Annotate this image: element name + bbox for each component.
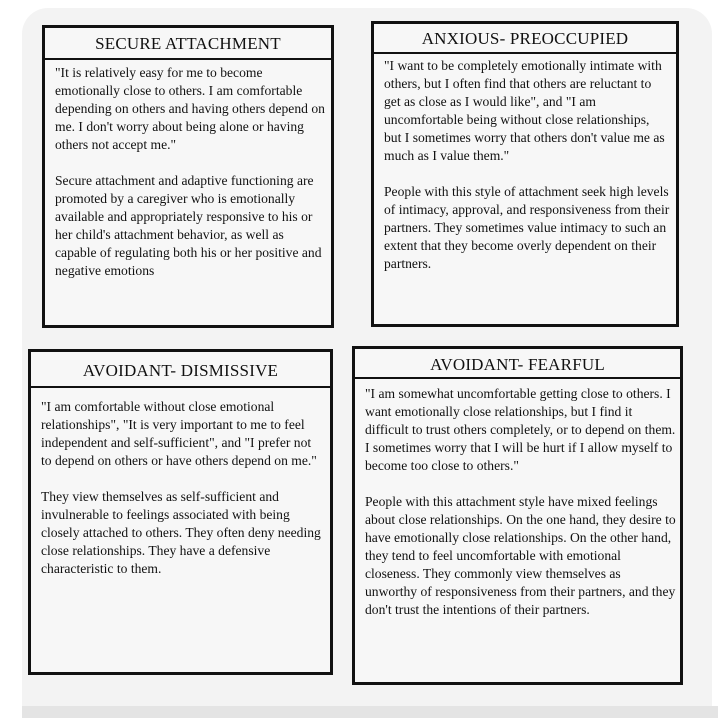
avoidant-dismissive-divider: [31, 386, 330, 388]
avoidant-fearful-title: AVOIDANT- FEARFUL: [355, 349, 680, 379]
secure-attachment-quote: "It is relatively easy for me to become emotionally close to others. I am comfortable depending on others and having others depend on me. I don't worry about being alone or having others not accept me.": [55, 65, 325, 152]
anxious-preoccupied-body: [384, 57, 670, 291]
bottom-band: [22, 706, 718, 718]
anxious-preoccupied-description: People with this style of attachment seek high levels of intimacy, approval, and responsiveness from their partners. They sometimes value intimacy to such an extent that they become overly dependent on their partners.: [384, 184, 670, 271]
avoidant-fearful-quote: "I am somewhat uncomfortable getting close to others. I want emotionally close relationships, but I find it difficult to trust others completely, or to depend on them. I sometimes worry that I will be hurt if I allow myself to become too close to others.": [365, 386, 676, 473]
avoidant-fearful-body: [365, 385, 676, 637]
avoidant-fearful-box: [352, 346, 683, 685]
secure-attachment-title: SECURE ATTACHMENT: [45, 28, 331, 60]
avoidant-dismissive-box: [28, 349, 333, 675]
anxious-preoccupied-quote: "I want to be completely emotionally intimate with others, but I often find that others are reluctant to get as close as I would like", and "I am uncomfortable being without close relationships, but I sometimes worry that others don't value me as much as I value them.": [384, 58, 665, 163]
avoidant-dismissive-title: AVOIDANT- DISMISSIVE: [82, 361, 279, 380]
avoidant-dismissive-description: They view themselves as self-sufficient and invulnerable to feelings associated with being closely attached to others. They often deny needing close relationships. They have a defensive characteristic to them.: [41, 489, 321, 576]
anxious-preoccupied-box: [371, 21, 679, 327]
secure-attachment-box: [42, 25, 334, 328]
secure-attachment-description: Secure attachment and adaptive functioning are promoted by a caregiver who is emotionally available and appropriately responsive to his or her child's attachment behavior, as well as capable of regulating both his or her positive and negative emotions: [55, 173, 322, 278]
secure-attachment-body: [55, 64, 325, 298]
anxious-preoccupied-title: ANXIOUS- PREOCCUPIED: [374, 24, 676, 54]
avoidant-dismissive-body: [41, 398, 324, 596]
avoidant-dismissive-quote: "I am comfortable without close emotional relationships", "It is very important to me to feel independent and self-sufficient", and "I prefer not to depend on others or have others depend on me.": [41, 399, 317, 468]
avoidant-fearful-description: People with this attachment style have mixed feelings about close relationships. On the one hand, they desire to have emotionally close relationships. On the other hand, they tend to feel uncomfortable with emotional closeness. They commonly view themselves as unworthy of responsiveness from their partners, and they don't trust the intentions of their partners.: [365, 494, 676, 617]
